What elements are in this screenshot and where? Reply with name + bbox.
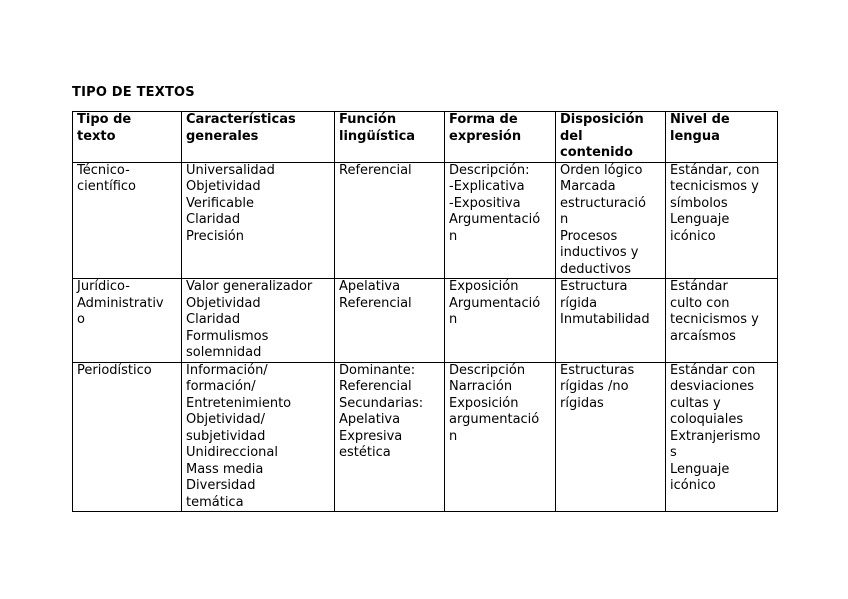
- cell-line: rígida: [560, 295, 598, 311]
- cell-line: Disposición: [560, 112, 644, 127]
- cell-line: arcaísmos: [670, 328, 736, 344]
- cell-line: o: [77, 312, 85, 327]
- cell-line: Orden lógico: [560, 162, 643, 178]
- header-disposicion-del-contenido: [556, 112, 666, 163]
- cell-line: científico: [77, 179, 136, 194]
- cell-line: s: [670, 445, 677, 460]
- cell-line: desviaciones: [670, 379, 755, 394]
- cell-line: Objetividad/: [186, 412, 265, 427]
- cell-line: Estructura: [560, 279, 628, 294]
- header-forma-de-expresion: [445, 112, 556, 163]
- header-nivel-de-lengua: [666, 112, 778, 163]
- cell-forma: [445, 279, 556, 363]
- cell-caracteristicas: [182, 162, 335, 279]
- header-tipo-de-texto: [73, 112, 182, 163]
- header-funcion-linguistica: [335, 112, 445, 163]
- cell-line: tecnicismos y: [670, 179, 759, 194]
- cell-line: Claridad: [186, 312, 241, 327]
- document-title: TIPO DE TEXTOS: [72, 85, 195, 100]
- cell-line: Referencial: [339, 162, 412, 178]
- cell-line: rígidas /no: [560, 379, 629, 394]
- cell-line: Descripción:: [449, 162, 530, 178]
- cell-disposicion: [556, 162, 666, 279]
- cell-line: Jurídico-: [77, 279, 130, 294]
- cell-line: Administrativ: [77, 295, 164, 311]
- cell-forma: [445, 362, 556, 512]
- cell-line: Tipo de: [77, 112, 132, 127]
- cell-line: icónico: [670, 478, 716, 493]
- cell-line: n: [449, 228, 458, 244]
- table-row-periodistico: [73, 362, 778, 512]
- cell-line: Exposición: [449, 279, 519, 294]
- text-types-table: [72, 111, 778, 512]
- cell-line: -Explicativa: [449, 179, 525, 194]
- cell-line: rígidas: [560, 395, 604, 411]
- cell-line: n: [449, 312, 458, 327]
- cell-line: culto con: [670, 295, 730, 311]
- cell-line: Formulismos: [186, 328, 269, 344]
- cell-line: Exposición: [449, 395, 519, 411]
- cell-line: Mass media: [186, 461, 264, 477]
- cell-line: Estándar, con: [670, 162, 760, 178]
- cell-nivel: [666, 362, 778, 512]
- cell-line: argumentació: [449, 412, 540, 427]
- cell-line: Forma de: [449, 112, 518, 127]
- cell-line: Marcada: [560, 179, 616, 194]
- cell-line: cultas y: [670, 395, 721, 411]
- cell-line: Estándar con: [670, 362, 756, 378]
- cell-line: Objetividad: [186, 295, 261, 311]
- cell-line: Argumentació: [449, 212, 541, 227]
- header-row: [73, 112, 778, 163]
- cell-line: Valor generalizador: [186, 279, 313, 294]
- cell-nivel: [666, 162, 778, 279]
- cell-line: Dominante:: [339, 362, 416, 378]
- cell-tipo: [73, 162, 182, 279]
- cell-caracteristicas: [182, 279, 335, 363]
- cell-line: Argumentació: [449, 295, 541, 311]
- cell-line: icónico: [670, 228, 716, 244]
- cell-line: Inmutabilidad: [560, 312, 650, 327]
- cell-line: Verificable: [186, 195, 255, 211]
- cell-line: generales: [186, 128, 259, 144]
- cell-forma: [445, 162, 556, 279]
- cell-line: Referencial: [339, 295, 412, 311]
- cell-line: Nivel de: [670, 112, 730, 127]
- cell-funcion: [335, 162, 445, 279]
- cell-line: tecnicismos y: [670, 312, 759, 327]
- cell-line: lengua: [670, 128, 720, 144]
- cell-line: Secundarias:: [339, 395, 424, 411]
- cell-line: Referencial: [339, 379, 412, 394]
- cell-line: deductivos: [560, 261, 632, 277]
- cell-line: -Expositiva: [449, 195, 521, 211]
- cell-disposicion: [556, 362, 666, 512]
- cell-line: estética: [339, 445, 391, 460]
- cell-line: Claridad: [186, 212, 241, 227]
- cell-line: Función: [339, 112, 397, 127]
- header-caracteristicas-generales: [182, 112, 335, 163]
- cell-line: Apelativa: [339, 412, 401, 427]
- cell-line: n: [560, 212, 569, 227]
- cell-line: Características: [186, 112, 296, 127]
- cell-line: expresión: [449, 128, 522, 144]
- cell-line: del: [560, 128, 583, 144]
- cell-nivel: [666, 279, 778, 363]
- cell-line: Unidireccional: [186, 445, 278, 460]
- cell-disposicion: [556, 279, 666, 363]
- cell-line: Lenguaje: [670, 461, 730, 477]
- cell-line: Extranjerismo: [670, 428, 761, 444]
- cell-line: subjetividad: [186, 428, 266, 444]
- cell-line: símbolos: [670, 195, 728, 211]
- cell-tipo: [73, 362, 182, 512]
- cell-line: Precisión: [186, 228, 245, 244]
- cell-funcion: [335, 362, 445, 512]
- cell-line: Objetividad: [186, 179, 261, 194]
- cell-line: Técnico-: [77, 162, 130, 178]
- cell-line: inductivos y: [560, 245, 639, 260]
- table-row-tecnico-cientifico: [73, 162, 778, 279]
- cell-line: Periodístico: [77, 362, 152, 378]
- cell-line: solemnidad: [186, 345, 262, 360]
- cell-line: lingüística: [339, 128, 416, 144]
- cell-line: Narración: [449, 379, 513, 394]
- cell-line: contenido: [560, 145, 633, 160]
- cell-line: estructuració: [560, 195, 646, 211]
- cell-line: Descripción: [449, 362, 526, 378]
- cell-line: Entretenimiento: [186, 395, 292, 411]
- cell-line: Estructuras: [560, 362, 635, 378]
- cell-line: Diversidad: [186, 478, 256, 493]
- cell-line: Estándar: [670, 279, 728, 294]
- cell-line: Expresiva: [339, 428, 403, 444]
- cell-caracteristicas: [182, 362, 335, 512]
- cell-funcion: [335, 279, 445, 363]
- cell-line: formación/: [186, 379, 256, 394]
- cell-tipo: [73, 279, 182, 363]
- cell-line: n: [449, 428, 458, 444]
- cell-line: Apelativa: [339, 279, 401, 294]
- cell-line: Lenguaje: [670, 212, 730, 227]
- table-row-juridico-administrativo: [73, 279, 778, 363]
- cell-line: Universalidad: [186, 162, 275, 178]
- cell-line: Procesos: [560, 228, 618, 244]
- cell-line: coloquiales: [670, 412, 744, 427]
- cell-line: temática: [186, 494, 244, 510]
- cell-line: texto: [77, 128, 116, 144]
- cell-line: Información/: [186, 362, 268, 378]
